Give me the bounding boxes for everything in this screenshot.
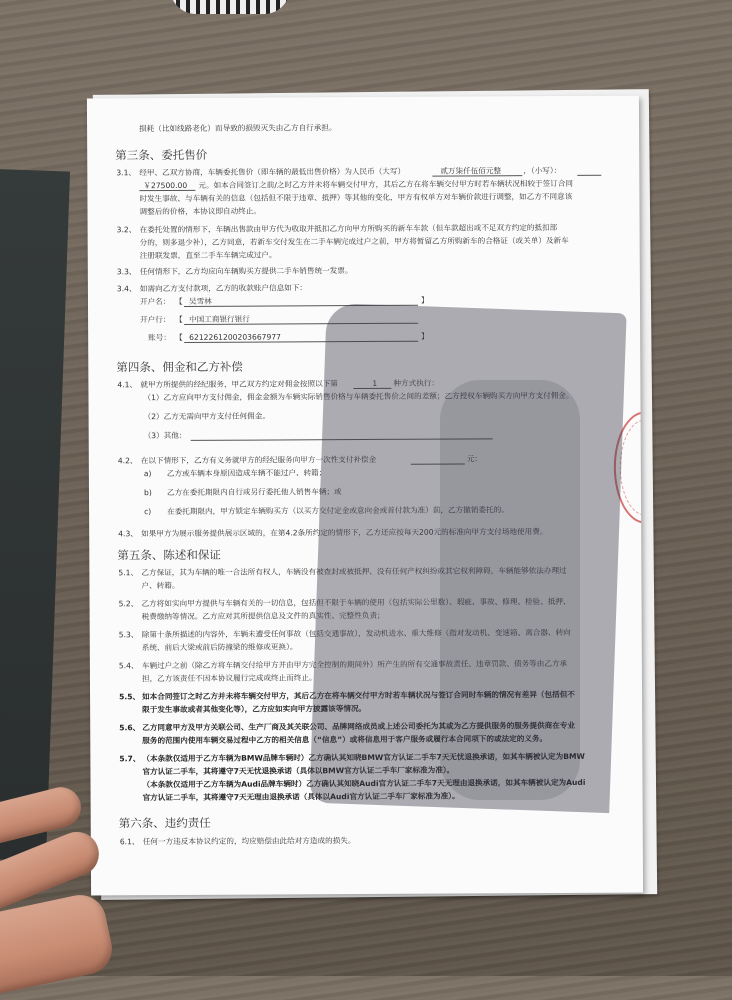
hand bbox=[0, 890, 117, 999]
clause-text: （本条款仅适用于乙方车辆为BMW品牌车辆时）乙方确认其知晓BMW官方认证二手车7天无忧退换承诺，如其车辆被认定为BMW bbox=[142, 751, 585, 764]
underline bbox=[184, 305, 418, 307]
option-text: （2）乙方无需向甲方支付任何佣金。 bbox=[143, 411, 270, 422]
underline bbox=[411, 463, 465, 464]
clause-text: 担，乙方该责任不因本协议履行完成或终止而终止。 bbox=[141, 673, 317, 684]
clause-text: 服务的范围内使用车辆交易过程中乙方的相关信息（“信息”）或将信息用于客户服务或履行本合同项下的或法定的义务。 bbox=[142, 734, 548, 746]
underline bbox=[184, 341, 418, 343]
commission-option-value: 1 bbox=[372, 378, 378, 388]
clause-text: 税费缴纳等情况。乙方应对其所提供信息及文件的真实性、完整性负责； bbox=[141, 610, 385, 622]
underline bbox=[353, 388, 391, 389]
clause-text: 车辆过户之前（除乙方将车辆交付给甲方并由甲方完全控制的期间外）所产生的所有交通事故责任、违章罚款、债务等由乙方承 bbox=[141, 658, 568, 671]
clause-number: 5.4、 bbox=[118, 661, 139, 671]
clause-text: 官方认证二手车，其将遵守7天无忧退换承诺（具体以BMW官方认证二手车厂家标准为准）。 bbox=[142, 765, 455, 777]
underline bbox=[191, 438, 493, 441]
bank-value: 中国工商银行银行 bbox=[189, 314, 250, 324]
clause-text: 注册联发票，直至二手车车辆完成过户。 bbox=[139, 250, 277, 261]
clause-text: 限于发生事故或者其他变化等），乙方应如实向甲方披露该等情况。 bbox=[142, 703, 367, 715]
clause-text: 如本合同签订之时乙方并未将车辆交付甲方，其后乙方在将车辆交付甲方时若车辆状况与签订合同时车辆的情况有差异（包括但不 bbox=[142, 689, 575, 702]
underline bbox=[577, 175, 601, 176]
bracket-open: 【 bbox=[174, 296, 183, 306]
clause-text: 乙方同意甲方及甲方关联公司、生产厂商及其关联公司、品牌网络成员或上述公司委托为其或为乙方提供服务的服务提供商在专业 bbox=[142, 720, 576, 733]
item-text: 在委托期限内，甲方锁定车辆购买方（以买方交付定金或意向金或首付款为准）前，乙方撤销委托的。 bbox=[167, 505, 509, 517]
clause-text: 时发生事故、与车辆有关的信息（包括但不限于违章、抵押）等其他的变化，甲方有权单方对车辆价款进行调整，如乙方不同意该 bbox=[139, 191, 573, 204]
clause-text: 官方认证二手车，其将遵守7天无理由退换承诺（具体以Audi官方认证二手车厂家标准为准）。 bbox=[142, 791, 460, 803]
clause-number: 5.2、 bbox=[118, 599, 139, 609]
clause-number: 6.1、 bbox=[119, 837, 140, 847]
clause-text: 户、转籍。 bbox=[141, 580, 180, 591]
clause-number: 3.4、 bbox=[116, 284, 137, 294]
contract-page bbox=[87, 96, 643, 896]
clause-text: 任何情形下，乙方均应向车辆购买方提供二手车销售统一发票。 bbox=[139, 266, 353, 277]
text-line: 损耗（比如线路老化）而导致的损毁灭失由乙方自行承担。 bbox=[139, 123, 337, 134]
bracket-open: 【 bbox=[175, 332, 183, 342]
underline bbox=[184, 323, 418, 325]
account-name-value: 吴雪林 bbox=[188, 296, 212, 306]
item-marker: a) bbox=[143, 469, 152, 479]
clause-number: 3.3、 bbox=[116, 267, 137, 277]
section-6-title: 第六条、违约责任 bbox=[118, 815, 211, 831]
item-text: 乙方或车辆本身原因造成车辆不能过户、转籍； bbox=[166, 468, 327, 479]
account-name-label: 开户名： bbox=[139, 297, 171, 307]
clause-text: 调整后的价格，本协议即自动终止。 bbox=[139, 206, 262, 217]
amount-yen-value: ￥27500.00 bbox=[143, 180, 188, 191]
item-marker: b) bbox=[143, 488, 152, 498]
section-5-title: 第五条、陈述和保证 bbox=[117, 547, 221, 563]
bracket-close: 】 bbox=[421, 331, 429, 341]
clause-number: 5.3、 bbox=[118, 630, 139, 640]
red-seal-stamp bbox=[614, 411, 644, 523]
item-marker: c) bbox=[144, 507, 152, 517]
clause-number: 3.2、 bbox=[116, 225, 137, 235]
bracket-open: 【 bbox=[175, 314, 183, 324]
clause-text: ，（小写）： bbox=[523, 165, 562, 176]
clause-text: 如果甲方为展示服务提供展示区域的，在第4.2条所约定的情形下，乙方还应按每天200元的标准向甲方支付场地使用费。 bbox=[141, 527, 548, 539]
clause-number: 4.3、 bbox=[118, 529, 138, 539]
folder bbox=[0, 169, 70, 861]
clause-text: 种方式执行： bbox=[393, 378, 439, 388]
seal-inner-ring bbox=[620, 419, 643, 515]
section-3-title: 第三条、委托售价 bbox=[115, 147, 208, 163]
clause-number: 4.2、 bbox=[117, 456, 138, 466]
clause-number: 3.1、 bbox=[116, 168, 137, 178]
clause-text: 任何一方违反本协议约定的，均应赔偿由此给对方造成的损失。 bbox=[142, 836, 356, 847]
clause-text: 元： bbox=[466, 454, 483, 464]
account-number-label: 账号： bbox=[148, 333, 171, 343]
option-text: （3）其他： bbox=[143, 430, 187, 441]
clause-text: 乙方保证，其为车辆的唯一合法所有权人，车辆没有被查封或被抵押、没有任何产权纠纷或其它权利障碍，车辆能够依法办理过 bbox=[141, 565, 567, 578]
clause-text: 元。如本合同签订之前/之时乙方并未将车辆交付甲方，其后乙方在将车辆交付甲方时若车辆状况相较于签订合同 bbox=[198, 178, 574, 190]
option-text: （1）乙方应向甲方支付佣金，佣金金额为车辆实际销售价格与车辆委托售价之间的差额；乙方授权车辆购买方向甲方支付佣金。 bbox=[143, 390, 574, 403]
clause-text: （本条款仅适用于乙方车辆为Audi品牌车辆时）乙方确认其知晓Audi官方认证二手车7天无理由退换承诺，如其车辆被认定为Audi bbox=[142, 777, 586, 790]
clause-text: 乙方将如实向甲方提供与车辆有关的一切信息，包括但不限于车辆的使用（包括实际公里数）、瑕疵、事故、修理、检验、抵押、 bbox=[141, 596, 571, 609]
clause-number: 5.1、 bbox=[118, 568, 139, 578]
amount-upper-value: 贰万柒仟伍佰元整 bbox=[440, 166, 502, 176]
clause-text: 在委托处置的情形下，车辆出售款由甲方代为收取并抵扣乙方向甲方所购买的新车车款（但车款超出或不足双方约定的抵扣部 bbox=[139, 222, 558, 235]
clause-text: 除第十条所描述的内容外，车辆未遭受任何事故（包括交通事故），发动机进水、重大维修（指对发动机、变速箱、离合器、转向 bbox=[141, 627, 571, 640]
clause-number: 5.6、 bbox=[119, 723, 141, 733]
section-4-title: 第四条、佣金和乙方补偿 bbox=[116, 359, 243, 375]
clause-number: 4.1、 bbox=[117, 380, 138, 390]
clause-text: 分的，则多退少补），乙方同意，若新车交付发生在二手车辆完成过户之前，甲方将暂留乙方所购新车的合格证（或关单）及新车 bbox=[139, 235, 569, 248]
clause-number: 5.5、 bbox=[119, 692, 141, 702]
object-top bbox=[170, 0, 290, 14]
bracket-close: 】 bbox=[420, 295, 429, 305]
clause-text: 系统、前后大梁或前后防撞梁的维修或更换）。 bbox=[141, 642, 298, 653]
bank-label: 开户行： bbox=[140, 315, 171, 325]
clause-text: 就甲方所提供的经纪服务，甲乙双方约定对佣金按照以下第 bbox=[140, 379, 338, 390]
account-number-value: 6212261200203667977 bbox=[189, 332, 281, 342]
clause-number: 5.7、 bbox=[119, 754, 141, 764]
clause-text: 如需向乙方支付款项，乙方的收款账户信息如下： bbox=[139, 283, 307, 294]
clause-text: 在以下情形下，乙方有义务就甲方的经纪服务向甲方一次性支付补偿金 bbox=[140, 454, 377, 466]
clause-text: 经甲、乙双方协商，车辆委托售价（即车辆的最低出售价格）为人民币（大写） bbox=[139, 166, 406, 178]
item-text: 乙方在委托期限内自行或另行委托他人销售车辆；或 bbox=[166, 487, 342, 498]
